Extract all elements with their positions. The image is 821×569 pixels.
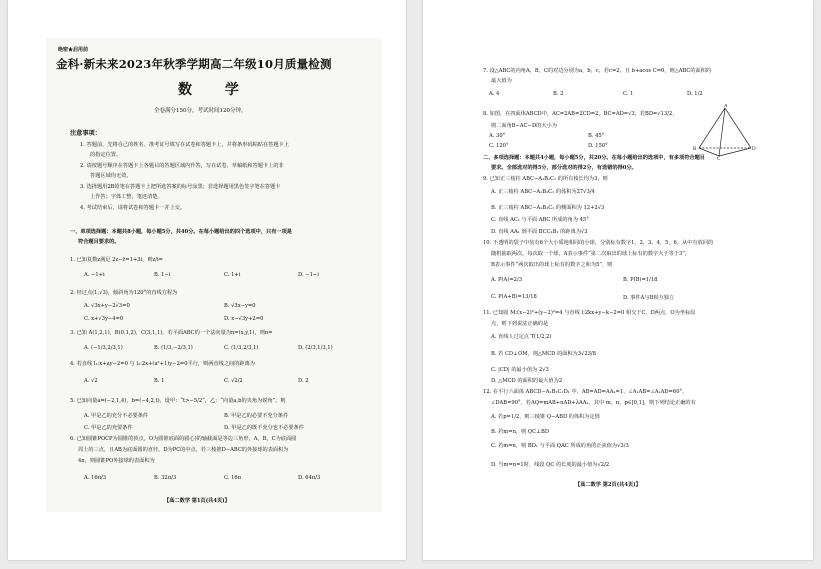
subject-title: 数 学	[178, 82, 253, 98]
notes-heading: 注意事项：	[70, 130, 101, 137]
note-line: 3. 选择题用2B铅笔在答题卡上把所选答案的标号涂黑；非选择题用黑色签字笔在答题卡	[80, 184, 281, 190]
option: B. 1−i	[154, 272, 171, 278]
confidential-mark: 绝密★启用前	[58, 47, 89, 53]
option: A. 4	[489, 91, 500, 97]
option: C. √2/2	[224, 378, 243, 384]
tetrahedron-figure	[693, 104, 757, 160]
option: A. 16π/3	[84, 475, 107, 481]
question-4: 4. 若直线 l₁:x+ay−2=0 与 l₂:2x+(a²+1)y−2=0平行，则两直线之间的距离为	[70, 361, 255, 367]
option: B. (1/3,−2/3,1)	[154, 345, 193, 351]
option: C. P(A+B)=13/18	[491, 294, 537, 300]
option: B. 1	[154, 378, 165, 384]
option: A. (−1/3,2/3,1)	[84, 345, 123, 351]
question-12-cont: ∠DAB=90°，若AQ=mAB+nAD+λAA₁，其中 m，n，p∈[0,1]，则下列结论正确的有	[491, 400, 696, 406]
option: C. 甲是乙的充要条件	[84, 425, 133, 431]
section-heading: 符合题目要求的。	[78, 239, 120, 245]
option: B. 若 CD⊥OM，则△MCD 的面积为3√23/8	[491, 351, 596, 357]
option: D. 64π/3	[298, 475, 321, 481]
option: A. √3x+y−2√3=0	[84, 303, 130, 309]
svg-text:B: B	[693, 147, 697, 152]
option: C. 1	[623, 91, 634, 97]
option: B. 甲是乙的必要不充分条件	[224, 413, 289, 419]
option: C. |CD| 的最小值为 2√3	[491, 367, 549, 373]
question-5: 5. 已知向量a=(−2,1,4)，b=(−4,2,t)，设甲：“t>−5/2”，乙：“向量a,b的夹角为锐角”，则	[70, 398, 286, 404]
option: D. x−√3y+2=0	[224, 316, 264, 322]
section-heading: 要求。全部选对的得5分，部分选对的得2分，有选错的得0分。	[491, 165, 637, 171]
option: D. △MCD 的面积的最大值为2	[491, 378, 563, 384]
question-6-cont: 4π，则圆锥PO外接球的表面积为	[78, 458, 155, 464]
question-12: 12. 在平行六面体 ABCD−A₁B₁C₁D₁ 中，AB=AD=AA₁=1，∠A₁AB=∠A₁AD=60°，	[483, 389, 688, 395]
question-9: 9. 已知正三棱柱 ABC−A₁B₁C₁ 的所有棱长均为3，则	[483, 176, 608, 182]
option: C. 120°	[489, 143, 509, 149]
page-footer: 【高二数学 第1页(共4页)】	[164, 498, 230, 504]
option: B. √3x−y=0	[224, 303, 256, 309]
option: B. 32π/3	[154, 475, 177, 481]
option: C. 若m=n，则 BD₁ 与平面 QAC 所成的角的正弦值为√3/3	[491, 443, 629, 449]
option: B. 2	[553, 91, 564, 97]
document-page-2	[423, 0, 813, 560]
option: D. 直线 AA₁ 到平面 BCC₁B₁ 的距离为√3	[491, 229, 588, 235]
option: A. P(A)=2/3	[491, 277, 523, 283]
option: A. 30°	[489, 133, 506, 139]
section-heading: 一、单项选择题：本题共8小题，每小题5分，共40分。在每小题给出的四个选项中，只有一项是	[70, 229, 292, 235]
question-6: 6. 已知圆锥POCP为圆锥的顶点，O为圆锥底面的圆心)的轴截面是等边三角形，A，B，C为底面圆	[70, 436, 297, 442]
option: B. 若m=n，则 QC⊥BD	[491, 429, 549, 435]
note-line: 的指定位置。	[90, 152, 122, 158]
option: A. √2	[84, 378, 98, 384]
option: A. 若p=1/2，则三棱锥 Q−ABD 的体积为定值	[491, 414, 600, 420]
exam-subtitle: 全卷满分150分，考试时间120分钟。	[154, 108, 247, 114]
option: D. 甲是乙的既不充分也不必要条件	[224, 425, 304, 431]
question-8: 8. 如图，在四面体ABCD中，AC=2AB=2CD=2，BC=AD=√3，若BD=√13/2，	[483, 111, 678, 117]
question-11: 11. 已知圆 M:(x−2)²+(y−2)²=4 与直线 l:2kx+y−k−2=0 相交于C，D两点，O为坐标原	[483, 310, 696, 316]
option: C. 直线 AC₁ 与平面 ABC 所成的角为 45°	[491, 217, 589, 223]
option: B. 正三棱柱 ABC−A₁B₁C₁ 的侧面积为 12+2√3	[491, 205, 605, 211]
svg-text:D: D	[752, 147, 756, 152]
note-line: 2. 请按题号顺序在答题卡上各题目的答题区域内作答，写在试卷、草稿纸和答题卡上的非	[80, 163, 284, 169]
option: A. −1+i	[84, 272, 105, 278]
note-line: 上作答；字体工整，笔迹清楚。	[90, 194, 163, 200]
question-1: 1. 已知复数z满足 2z−z̄=1+3i，则z/i=	[70, 257, 164, 263]
option: C. x+√3y−4=0	[84, 316, 124, 322]
option: D. −1−i	[298, 272, 319, 278]
question-8-cont: 则二面角B−AC−D的大小为	[491, 123, 557, 129]
option: D. 2	[298, 378, 309, 384]
page-footer: 【高二数学 第2页(共4页)】	[575, 482, 641, 488]
section-heading: 二、多项选择题：本题共4小题，每小题5分，共20分。在每小题给出的选项中，有多项符合题目	[483, 155, 705, 161]
option: C. 16π	[224, 475, 242, 481]
question-10-cont: B表示事件“两次取出的球上标有的数字之和为5”，则	[491, 262, 613, 268]
option: D. 事件A与B相互独立	[623, 295, 675, 301]
option: D. 当m=n=1时，线段 QC 的长度的最小值为√2/2	[491, 462, 610, 468]
svg-text:A: A	[724, 104, 728, 109]
question-7: 7. 设△ABC的内角A，B，C的对边分别为a，b，c，若c=2，且 b+acos C=0，则△ABC的面积的	[483, 68, 712, 74]
question-2: 2. 经过点(1,√3)，倾斜角为120°的直线方程为	[70, 290, 178, 296]
note-line: 答题区域均无效。	[90, 173, 132, 179]
note-line: 1. 答题前，先将自己的姓名、准考证号填写在试卷和答题卡上，并将条形码粘贴在答题卡上	[80, 142, 289, 148]
exam-title: 金科·新未来2023年秋季学期高二年级10月质量检测	[56, 57, 332, 71]
question-10-cont: 随机抽取两次，每次取一个球，A表示事件“第二次取出的球上标有的数字大于等于3”，	[491, 251, 691, 257]
option: A. 直线 l 过定点 T(1/2,2)	[491, 334, 552, 340]
question-7-cont: 最大值为	[491, 78, 512, 84]
option: C. 1+i	[224, 272, 241, 278]
option: A. 甲是乙的充分不必要条件	[84, 413, 149, 419]
option: D. 150°	[588, 143, 608, 149]
option: C. (1/3,2/3,1)	[224, 345, 259, 351]
option: B. P(B)=1/18	[623, 277, 658, 283]
question-6-cont: 周上的三点，且AB为底面圆的直径，D为PC的中点，若三棱锥D−ABC的外接球的表面积为	[78, 447, 289, 453]
option: D. 1/2	[687, 91, 703, 97]
question-10: 10. 不透明的袋子中装有6个大小质地相同的小球，分别标有数字1，2，3，4，5，6，从中有放回的	[483, 240, 714, 246]
note-line: 4. 考试结束后，请将试卷和答题卡一并上交。	[80, 205, 186, 211]
option: B. 45°	[588, 133, 605, 139]
option: A. 正三棱柱 ABC−A₁B₁C₁ 的体积为27√3/4	[491, 189, 595, 195]
document-page-1	[8, 0, 406, 560]
question-11-cont: 点，则下列说法正确的是	[491, 321, 549, 327]
option: D. (2/3,1/3,1)	[298, 345, 333, 351]
question-3: 3. 已知 A(1,2,1)，B(0,1,2)，C(3,1,1)，若平面ABC的一个法向量为n=(x,y,1)，则n=	[70, 330, 273, 336]
svg-text:C: C	[717, 157, 721, 160]
